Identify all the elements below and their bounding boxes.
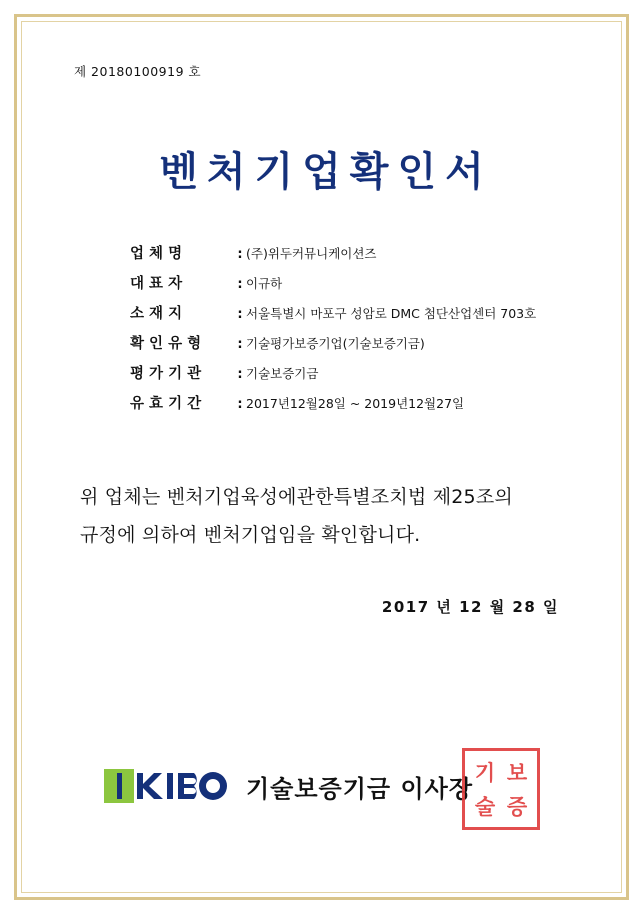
field-row xyxy=(130,272,580,302)
field-value-evaluation-agency: 기술보증기금 xyxy=(246,366,319,381)
field-label: 업 체 명 xyxy=(130,246,183,262)
field-label: 평 가 기 관 xyxy=(130,366,202,382)
field-value-address: 서울특별시 마포구 성암로 DMC 첨단산업센터 703호 xyxy=(246,306,537,321)
field-row xyxy=(130,302,580,332)
seal-character: 술 xyxy=(474,794,496,819)
statement-line-2: 규정에 의하여 벤처기업임을 확인합니다. xyxy=(80,524,421,546)
issuer-name: 기술보증기금 이사장 xyxy=(246,774,474,803)
issuer-block xyxy=(0,768,643,828)
field-list xyxy=(130,242,580,422)
official-seal-icon xyxy=(462,748,540,830)
field-colon: : xyxy=(237,307,243,322)
field-row xyxy=(130,242,580,272)
field-value-company-name: (주)위두커뮤니케이션즈 xyxy=(246,246,377,261)
field-colon: : xyxy=(237,277,243,292)
field-colon: : xyxy=(237,247,243,262)
field-value-validity-period: 2017년12월28일 ~ 2019년12월27일 xyxy=(246,396,465,411)
seal-character: 보 xyxy=(506,760,528,785)
kibo-logo-svg xyxy=(104,767,232,805)
field-colon: : xyxy=(237,367,243,382)
field-row xyxy=(130,392,580,422)
field-label: 대 표 자 xyxy=(130,276,183,292)
page-title: 벤처기업확인서 xyxy=(159,148,493,195)
kibo-logo-icon xyxy=(104,768,232,804)
seal-character: 기 xyxy=(474,760,496,785)
seal-character: 증 xyxy=(506,794,528,819)
field-value-representative: 이규하 xyxy=(246,276,283,291)
field-row xyxy=(130,362,580,392)
statement-line-1: 위 업체는 벤처기업육성에관한특별조치법 제25조의 xyxy=(80,486,513,508)
issuer-inner xyxy=(104,768,473,804)
field-colon: : xyxy=(237,337,243,352)
seal-grid xyxy=(469,755,533,823)
field-value-confirmation-type: 기술평가보증기업(기술보증기금) xyxy=(246,336,425,351)
field-label: 유 효 기 간 xyxy=(130,396,202,412)
issue-date: 2017 년 12 월 28 일 xyxy=(381,598,559,616)
field-label: 확 인 유 형 xyxy=(130,336,202,352)
field-row xyxy=(130,332,580,362)
field-label: 소 재 지 xyxy=(130,306,183,322)
document-number: 제 20180100919 호 xyxy=(74,64,202,79)
field-colon: : xyxy=(237,397,243,412)
statement-block xyxy=(80,478,570,554)
